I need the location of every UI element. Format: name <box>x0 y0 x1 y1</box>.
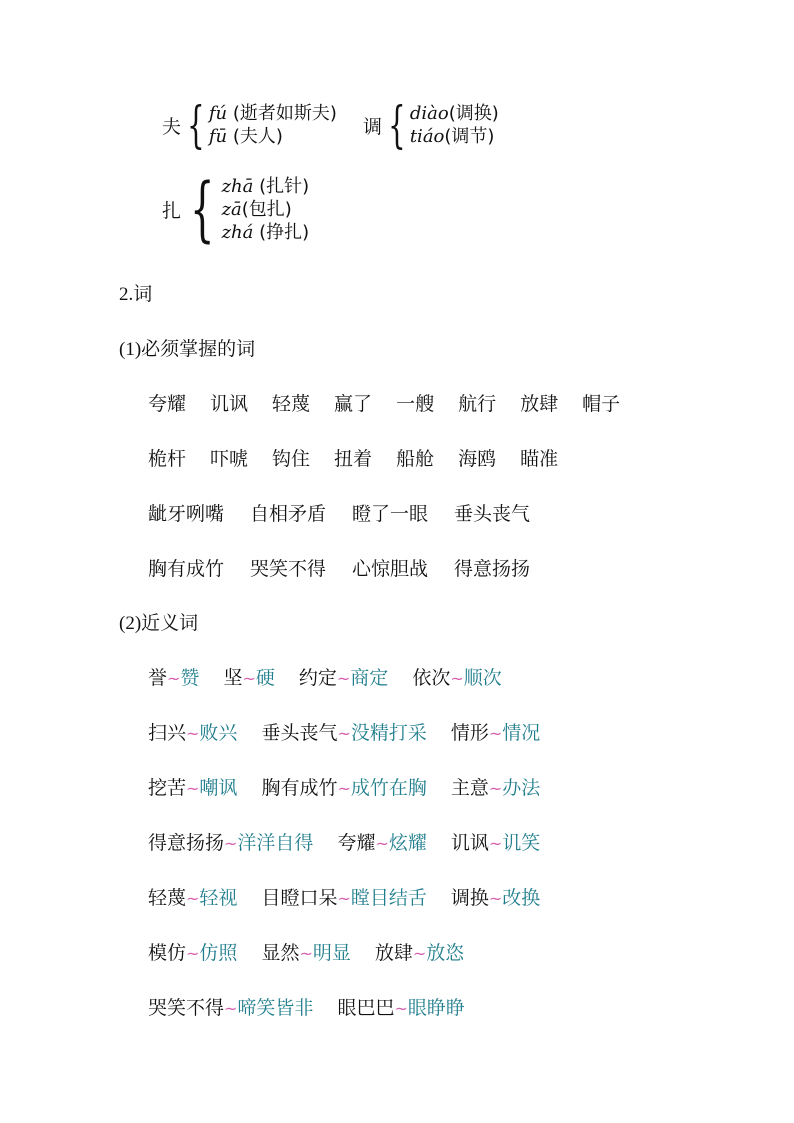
synonym-match: 赞 <box>180 667 200 689</box>
synonym-row <box>148 828 540 855</box>
synonym-row <box>148 773 540 800</box>
subsection-title: 近义词 <box>141 612 199 634</box>
example: (夫人) <box>227 126 283 147</box>
polyphone-fu <box>162 96 337 154</box>
vocab-word: 自相矛盾 <box>250 503 327 525</box>
vocab-word: 龇牙咧嘴 <box>148 503 225 525</box>
synonym-word: 眼巴巴 <box>337 997 395 1019</box>
synonym-match: 啼笑皆非 <box>237 997 314 1019</box>
synonym-match: 商定 <box>350 667 389 689</box>
synonym-pair <box>261 773 426 800</box>
vocab-word: 扭着 <box>334 448 373 470</box>
vocab-word: 放肆 <box>520 393 559 415</box>
tilde-mark: ~ <box>224 999 238 1018</box>
word-row <box>148 444 558 471</box>
tilde-mark: ~ <box>186 889 200 908</box>
synonym-word: 显然 <box>261 942 300 964</box>
synonym-match: 嘲讽 <box>199 777 238 799</box>
synonym-word: 情形 <box>450 722 489 744</box>
vocab-word: 垂头丧气 <box>454 503 531 525</box>
example: (逝者如斯夫) <box>227 103 337 124</box>
vocab-word: 轻蔑 <box>272 393 311 415</box>
synonym-pair <box>375 938 464 965</box>
synonym-pair <box>337 828 426 855</box>
synonym-word: 依次 <box>412 667 451 689</box>
synonym-match: 明显 <box>312 942 351 964</box>
pinyin: fū <box>208 126 228 147</box>
synonym-word: 誉 <box>148 667 168 689</box>
synonym-match: 眼睁睁 <box>407 997 465 1019</box>
vocab-word: 瞄准 <box>520 448 559 470</box>
synonym-match: 成竹在胸 <box>350 777 427 799</box>
synonym-word: 目瞪口呆 <box>261 887 338 909</box>
synonym-match: 讥笑 <box>502 832 541 854</box>
synonym-pair <box>451 828 540 855</box>
polyphone-char: 夫 <box>162 115 182 138</box>
reading-line <box>209 102 337 125</box>
section-heading <box>119 279 152 306</box>
tilde-mark: ~ <box>375 834 389 853</box>
synonym-pair <box>261 718 426 745</box>
synonym-row <box>148 718 540 745</box>
synonym-pair <box>148 883 237 910</box>
synonym-match: 办法 <box>502 777 541 799</box>
synonym-pair <box>261 938 350 965</box>
section-title: 词 <box>133 283 153 305</box>
synonym-row <box>148 663 502 690</box>
synonym-pair <box>148 718 237 745</box>
subsection-number: (2) <box>119 613 142 634</box>
vocab-word: 帽子 <box>582 393 621 415</box>
word-row <box>148 554 530 581</box>
reading-line <box>410 125 499 148</box>
synonym-word: 主意 <box>450 777 489 799</box>
synonym-row <box>148 993 465 1020</box>
reading-line <box>222 221 310 244</box>
synonym-word: 放肆 <box>374 942 413 964</box>
tilde-mark: ~ <box>186 944 200 963</box>
vocab-word: 航行 <box>458 393 497 415</box>
synonym-pair <box>299 663 388 690</box>
reading-line <box>222 175 310 198</box>
example: (调节) <box>444 126 495 147</box>
synonym-match: 硬 <box>255 667 275 689</box>
synonym-match: 没精打采 <box>350 722 427 744</box>
pinyin: zhā <box>221 175 254 197</box>
tilde-mark: ~ <box>337 724 351 743</box>
brace: { <box>190 168 215 250</box>
tilde-mark: ~ <box>224 834 238 853</box>
synonym-match: 放恣 <box>426 942 465 964</box>
synonym-pair <box>412 663 501 690</box>
brace: { <box>388 96 406 154</box>
tilde-mark: ~ <box>488 889 503 908</box>
tilde-mark: ~ <box>167 669 181 688</box>
tilde-mark: ~ <box>299 944 313 963</box>
tilde-mark: ~ <box>336 669 351 688</box>
polyphone-char: 调 <box>363 115 383 138</box>
synonym-pair <box>451 773 540 800</box>
synonym-pair <box>451 883 540 910</box>
word-row <box>148 389 620 416</box>
synonym-match: 败兴 <box>199 722 238 744</box>
synonym-word: 坚 <box>223 667 243 689</box>
reading-line <box>209 125 337 148</box>
word-row <box>148 499 530 526</box>
synonym-match: 情况 <box>502 722 541 744</box>
vocab-word: 海鸥 <box>458 448 497 470</box>
pinyin: tiáo <box>409 126 445 147</box>
vocab-word: 胸有成竹 <box>148 558 225 580</box>
subsection-heading <box>119 608 198 635</box>
synonym-pair <box>148 938 237 965</box>
tilde-mark: ~ <box>242 669 256 688</box>
tilde-mark: ~ <box>488 724 503 743</box>
brace: { <box>187 96 205 154</box>
synonym-match: 改换 <box>502 887 541 909</box>
example: (扎针) <box>253 175 310 197</box>
vocab-word: 心惊胆战 <box>352 558 429 580</box>
tilde-mark: ~ <box>337 779 351 798</box>
synonym-word: 得意扬扬 <box>148 832 225 854</box>
synonym-word: 模仿 <box>148 942 187 964</box>
vocab-word: 瞪了一眼 <box>352 503 429 525</box>
synonym-word: 约定 <box>298 667 337 689</box>
tilde-mark: ~ <box>337 889 351 908</box>
polyphone-diao <box>363 96 499 154</box>
vocab-word: 得意扬扬 <box>454 558 531 580</box>
synonym-word: 扫兴 <box>148 722 187 744</box>
tilde-mark: ~ <box>186 779 200 798</box>
synonym-match: 轻视 <box>199 887 238 909</box>
synonym-row <box>148 883 540 910</box>
subsection-title: 必须掌握的词 <box>141 338 256 360</box>
example: (包扎) <box>241 198 292 220</box>
synonym-word: 轻蔑 <box>148 887 187 909</box>
vocab-word: 钩住 <box>272 448 311 470</box>
vocab-word: 船舱 <box>396 448 435 470</box>
synonym-pair <box>337 993 464 1020</box>
synonym-row <box>148 938 464 965</box>
subsection-heading <box>119 334 255 361</box>
vocab-word: 赢了 <box>334 393 373 415</box>
vocab-word: 吓唬 <box>210 448 249 470</box>
vocab-word: 桅杆 <box>148 448 187 470</box>
vocab-word: 讥讽 <box>210 393 249 415</box>
reading-list <box>222 175 310 244</box>
synonym-match: 瞠目结舌 <box>350 887 427 909</box>
tilde-mark: ~ <box>488 834 503 853</box>
example: (调换) <box>448 103 499 124</box>
synonym-match: 顺次 <box>463 667 502 689</box>
pinyin: fú <box>208 103 228 124</box>
synonym-word: 讥讽 <box>450 832 489 854</box>
pinyin: diào <box>409 103 449 124</box>
vocab-word: 哭笑不得 <box>250 558 327 580</box>
synonym-word: 挖苦 <box>148 777 187 799</box>
synonym-pair <box>451 718 540 745</box>
synonym-word: 哭笑不得 <box>148 997 225 1019</box>
polyphone-char: 扎 <box>162 199 182 222</box>
synonym-word: 夸耀 <box>337 832 376 854</box>
tilde-mark: ~ <box>450 669 464 688</box>
pinyin: zā <box>221 198 242 220</box>
synonym-pair <box>223 663 274 690</box>
synonym-match: 仿照 <box>199 942 238 964</box>
reading-line <box>410 102 499 125</box>
subsection-number: (1) <box>119 339 142 360</box>
example: (挣扎) <box>253 221 310 243</box>
synonym-pair <box>148 773 237 800</box>
vocab-word: 一艘 <box>396 393 435 415</box>
reading-line <box>222 198 310 221</box>
synonym-pair <box>148 828 313 855</box>
tilde-mark: ~ <box>412 944 427 963</box>
pinyin: zhá <box>221 221 254 243</box>
synonym-match: 炫耀 <box>388 832 427 854</box>
synonym-word: 调换 <box>450 887 489 909</box>
synonym-pair <box>148 663 199 690</box>
synonym-word: 垂头丧气 <box>261 722 338 744</box>
reading-list <box>209 102 337 148</box>
vocab-word: 夸耀 <box>148 393 187 415</box>
synonym-pair <box>148 993 313 1020</box>
reading-list <box>410 102 499 148</box>
synonym-match: 洋洋自得 <box>237 832 314 854</box>
polyphone-zha <box>162 168 310 250</box>
synonym-word: 胸有成竹 <box>261 777 338 799</box>
tilde-mark: ~ <box>186 724 200 743</box>
tilde-mark: ~ <box>488 779 503 798</box>
synonym-pair <box>261 883 426 910</box>
section-number: 2. <box>119 284 134 305</box>
tilde-mark: ~ <box>394 999 408 1018</box>
